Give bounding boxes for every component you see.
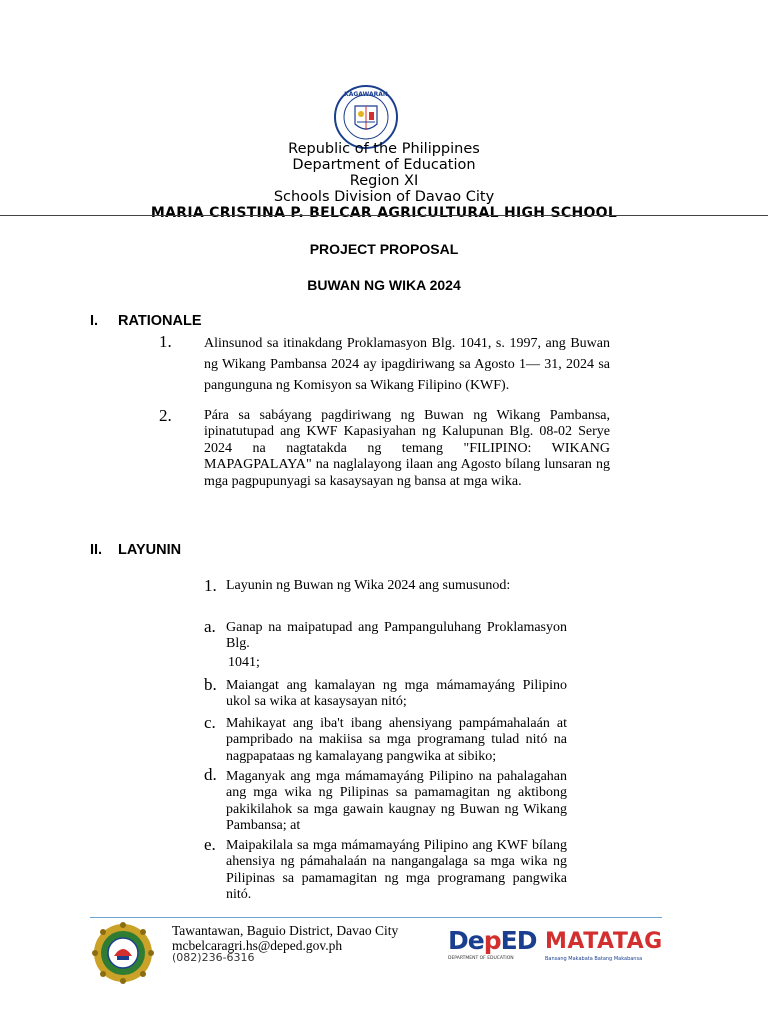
layunin-intro-text: Layunin ng Buwan ng Wika 2024 ang sumusunod: bbox=[226, 578, 511, 593]
header-division: Schools Division of Davao City bbox=[273, 189, 495, 205]
section-2-title: LAYUNIN bbox=[118, 542, 182, 558]
layunin-d-marker: d. bbox=[204, 765, 217, 784]
rationale-1-text: Alinsunod sa itinakdang Proklamasyon Blg. 1041, s. 1997, ang Buwan ng Wikang Pambansa 2024 ay ipagdiriwang sa Agosto 1— 31, 2024 sa pangunguna ng Komisyon sa Wikang Filipino (KWF). bbox=[204, 336, 610, 393]
layunin-a-text-cont: 1041; bbox=[228, 655, 260, 670]
document-subtitle: BUWAN NG WIKA 2024 bbox=[307, 277, 461, 293]
layunin-b-marker: b. bbox=[204, 675, 217, 694]
layunin-c-marker: c. bbox=[204, 713, 216, 732]
section-1-number: I. bbox=[90, 313, 99, 329]
rationale-1-marker: 1. bbox=[159, 332, 172, 351]
matatag-wordmark: MATATAG bbox=[545, 929, 663, 954]
layunin-d-text: Maganyak ang mga mámamayáng Pilipino na pahalagahan ang mga wika ng Pilipinas sa pamamagitan ng aktibong pakikilahok sa mga gawain kaugnay ng Buwan ng Wikang Pambansa; at bbox=[226, 769, 567, 834]
footer-divider bbox=[90, 917, 662, 918]
layunin-e-marker: e. bbox=[204, 835, 216, 854]
layunin-e-text: Maipakilala sa mga mámamayáng Pilipino ang KWF bílang ahensiya ng pámahalaán na nangangalaga sa mga wika ng Pilipinas sa pamamagitan ng mga programang pangwika nitó. bbox=[226, 838, 567, 903]
rationale-2-marker: 2. bbox=[159, 406, 172, 425]
school-name: MARIA CRISTINA P. BELCAR AGRICULTURAL HIGH SCHOOL bbox=[150, 205, 618, 221]
footer-email[interactable]: mcbelcaragri.hs@deped.gov.ph bbox=[172, 938, 343, 953]
header-country: Republic of the Philippines bbox=[288, 141, 480, 157]
layunin-a-text: Ganap na maipatupad ang Pampanguluhang Proklamasyon Blg. bbox=[226, 620, 567, 652]
header-divider bbox=[0, 215, 768, 216]
school-seal-icon bbox=[90, 922, 156, 984]
layunin-c-text: Mahikayat ang iba't ibang ahensiyang pampámahalaán at pampribado na makiisa sa mga programang tulad nitó na nagpapataas ng kamalayang pangwika at sibiko; bbox=[226, 716, 567, 764]
deped-logo-subtext: DEPARTMENT OF EDUCATION bbox=[448, 956, 514, 961]
deped-logo: DepED DEPARTMENT OF EDUCATION bbox=[448, 926, 537, 961]
layunin-intro-marker: 1. bbox=[204, 576, 217, 595]
section-1-title: RATIONALE bbox=[118, 313, 202, 329]
rationale-2-text: Pára sa sabáyang pagdiriwang ng Buwan ng Wikang Pambansa, ipinatutupad ang KWF Kapasiyahan ng Kalupunan Blg. 08-02 Serye 2024 na nagtatakda ng temang "FILIPINO: WIKANG MAPAGPALAYA" na naglalayong ilaan ang Agosto bílang lunsaran ng mga pagpupunyagi sa kasaysayan ng bansa at mga wika. bbox=[204, 408, 610, 489]
matatag-logo bbox=[545, 930, 665, 970]
layunin-b-text: Maiangat ang kamalayan ng mga mámamayáng Pilipino ukol sa wika at kasaysayan nitó; bbox=[226, 678, 567, 710]
footer-address: Tawantawan, Baguio District, Davao City bbox=[172, 923, 399, 938]
footer-phone: (082)236-6316 bbox=[172, 951, 255, 964]
header-region: Region XI bbox=[349, 173, 419, 189]
svg-text:KAGAWARAN: KAGAWARAN bbox=[344, 91, 388, 98]
matatag-tagline: Bansang Makabata Batang Makabansa bbox=[545, 956, 643, 962]
section-2-number: II. bbox=[90, 542, 103, 558]
document-title: PROJECT PROPOSAL bbox=[309, 241, 459, 257]
header-department: Department of Education bbox=[292, 157, 476, 173]
layunin-a-marker: a. bbox=[204, 617, 216, 636]
